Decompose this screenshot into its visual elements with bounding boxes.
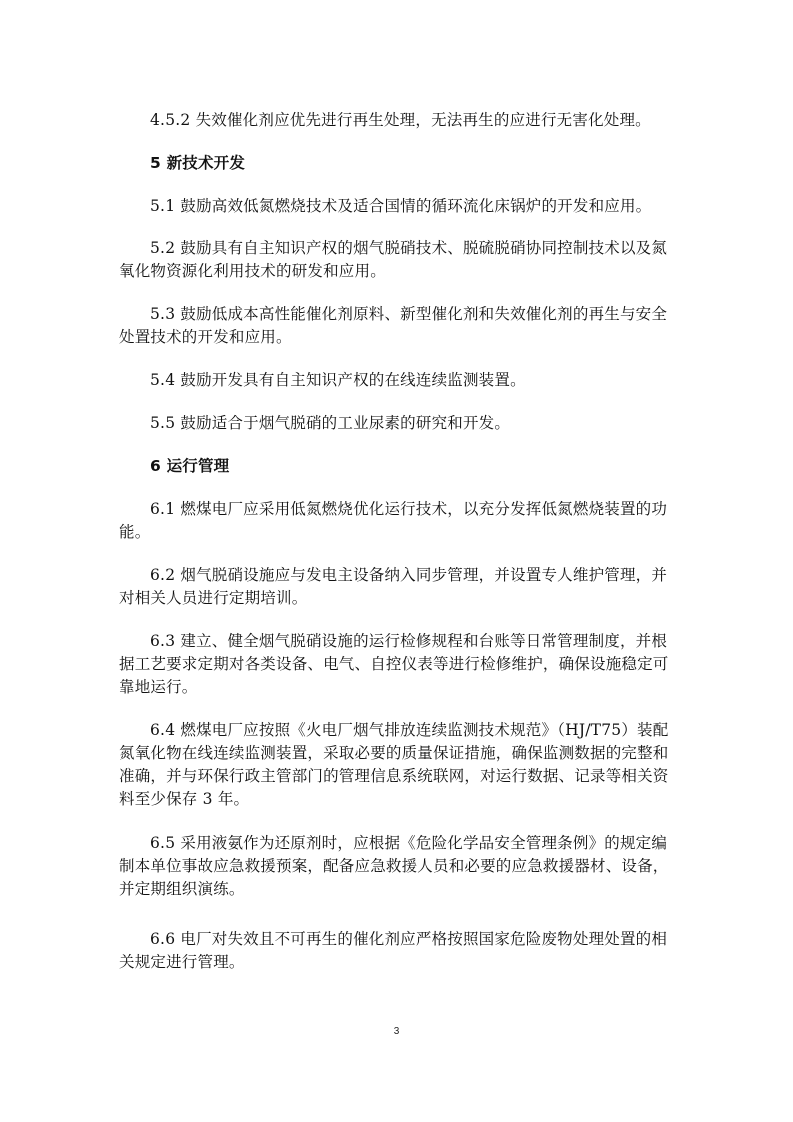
section-heading-5: 5 新技术开发 — [150, 154, 246, 172]
paragraph-6-6: 6.6 电厂对失效且不可再生的催化剂应严格按照国家危险废物处理处置的相关规定进行管理。 — [119, 930, 668, 971]
paragraph-6-5: 6.5 采用液氨作为还原剂时，应根据《危险化学品安全管理条例》的规定编制本单位事故应急救援预案，配备应急救援人员和必要的应急救援器材、设备，并定期组织演练。 — [119, 834, 669, 898]
paragraph-5-3: 5.3 鼓励低成本高性能催化剂原料、新型催化剂和失效催化剂的再生与安全处置技术的开发和应用。 — [119, 305, 668, 346]
section-heading-6: 6 运行管理 — [150, 457, 230, 475]
paragraph-5-4: 5.4 鼓励开发具有自主知识产权的在线连续监测装置。 — [150, 371, 526, 389]
paragraph-5-1: 5.1 鼓励高效低氮燃烧技术及适合国情的循环流化床锅炉的开发和应用。 — [150, 197, 652, 215]
paragraph-6-4: 6.4 燃煤电厂应按照《火电厂烟气排放连续监测技术规范》（HJ/T75）装配氮氧化物在线连续监测装置，采取必要的质量保证措施，确保监测数据的完整和准确，并与环保行政主管部门的管理信息系统联网，对运行数据、记录等相关资料至少保存 3 年。 — [119, 721, 669, 808]
paragraph-4-5-2: 4.5.2 失效催化剂应优先进行再生处理，无法再生的应进行无害化处理。 — [150, 111, 651, 129]
paragraph-6-1: 6.1 燃煤电厂应采用低氮燃烧优化运行技术，以充分发挥低氮燃烧装置的功能。 — [119, 500, 668, 541]
paragraph-5-5: 5.5 鼓励适合于烟气脱硝的工业尿素的研究和开发。 — [150, 414, 511, 432]
paragraph-5-2: 5.2 鼓励具有自主知识产权的烟气脱硝技术、脱硫脱硝协同控制技术以及氮氧化物资源化利用技术的研发和应用。 — [119, 239, 668, 280]
paragraph-6-3: 6.3 建立、健全烟气脱硝设施的运行检修规程和台账等日常管理制度，并根据工艺要求定期对各类设备、电气、自控仪表等进行检修维护，确保设施稳定可靠地运行。 — [119, 632, 669, 696]
paragraph-6-2: 6.2 烟气脱硝设施应与发电主设备纳入同步管理，并设置专人维护管理，并对相关人员进行定期培训。 — [119, 566, 668, 607]
page-number: 3 — [393, 1026, 400, 1037]
